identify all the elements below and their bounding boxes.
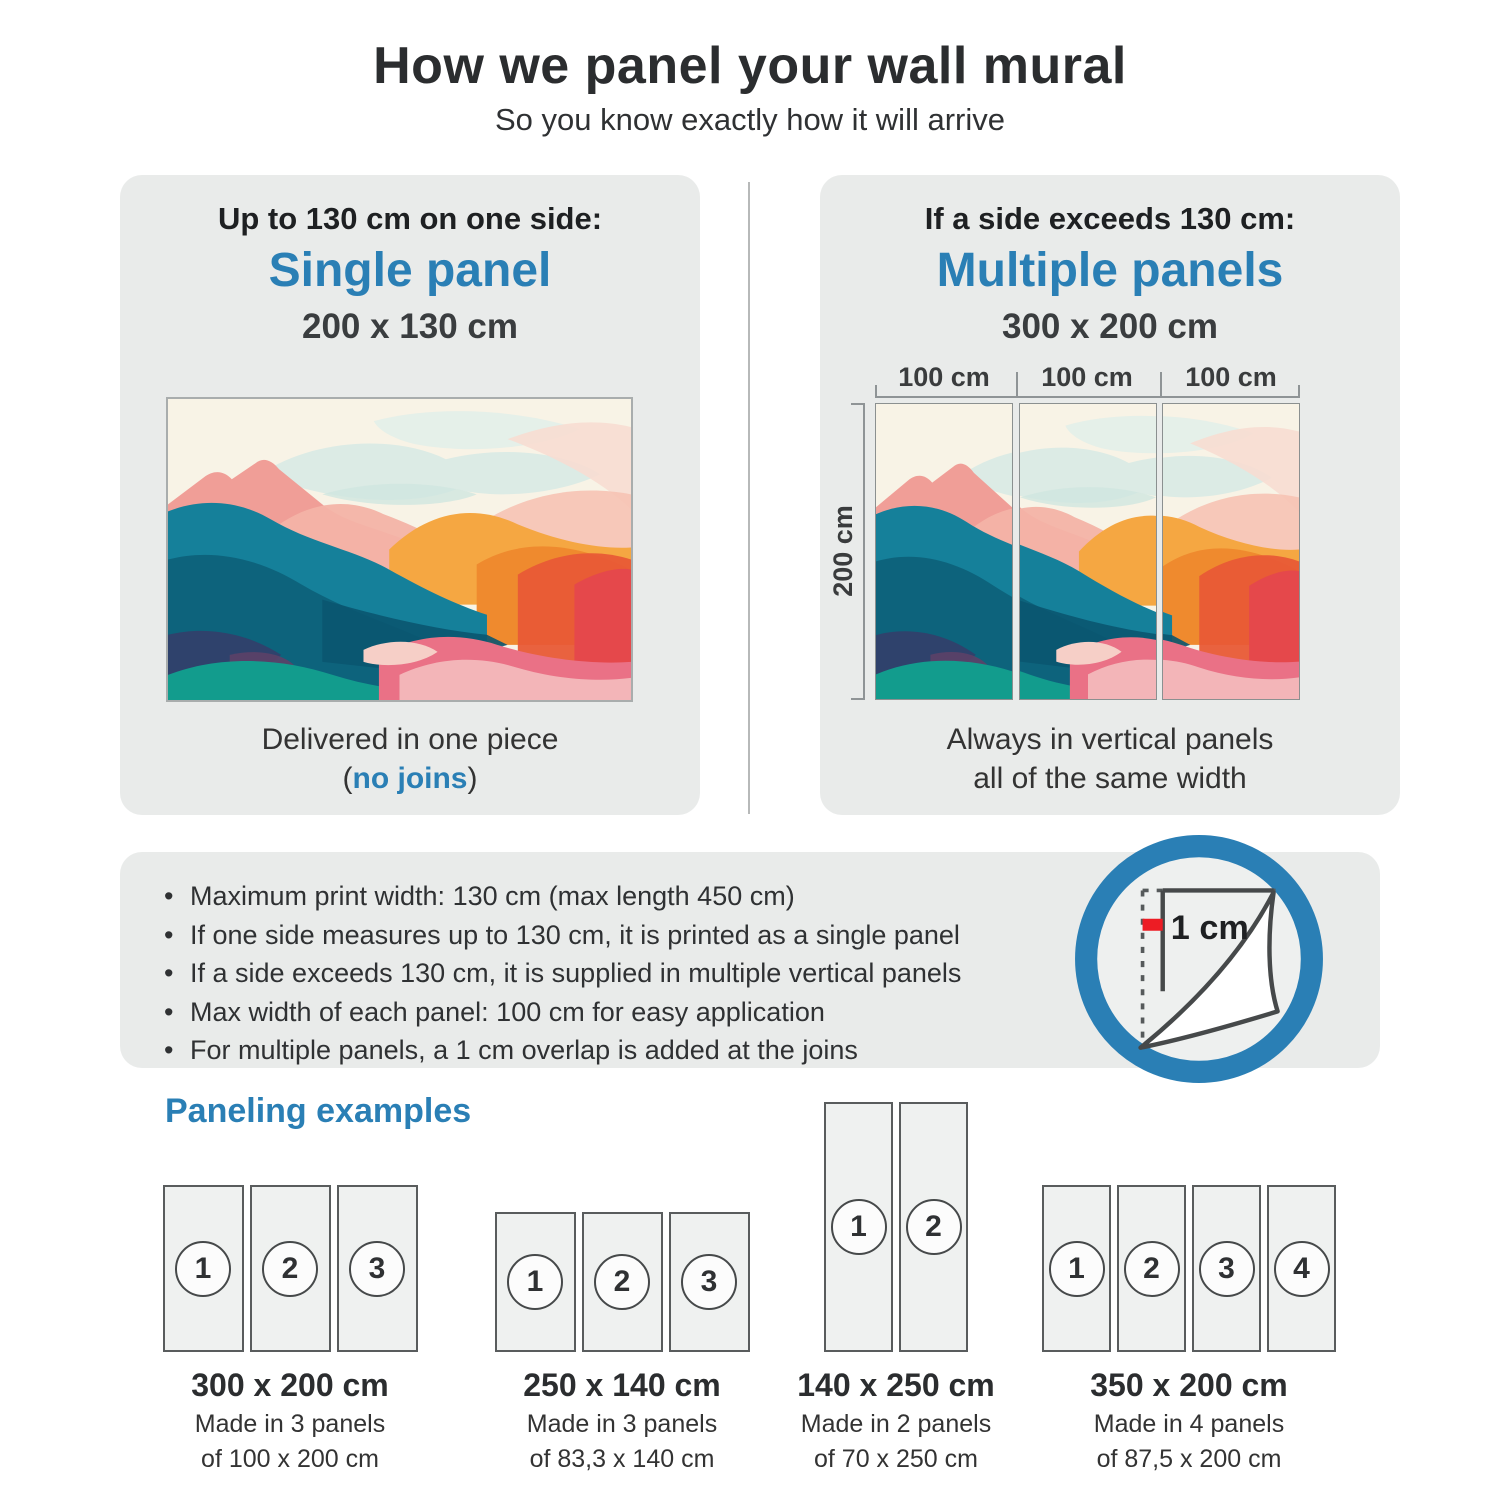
example-2-line1: Made in 3 panels (526, 1410, 718, 1438)
left-dimension-line (863, 403, 865, 700)
single-panel-note-line2: (no joins) (342, 762, 478, 795)
multiple-panels-size: 300 x 200 cm (1001, 307, 1218, 346)
example-1-panels (120, 1090, 460, 1352)
mural-panel-2 (1019, 403, 1157, 700)
spec-item-4: • Max width of each panel: 100 cm for easy application (160, 993, 1080, 1032)
example-4-line2: of 87,5 x 200 cm (1096, 1445, 1282, 1473)
width-label-2: 100 cm (1041, 362, 1133, 392)
example-2-line2: of 83,3 x 140 cm (529, 1445, 715, 1473)
panel-number: 1 (175, 1241, 231, 1297)
no-joins-text: no joins (352, 762, 468, 795)
top-tick-mid1 (1016, 372, 1018, 397)
top-tick-left (875, 385, 877, 397)
multiple-panels-note-line2: all of the same width (973, 762, 1247, 795)
examples-heading: Paneling examples (165, 1092, 472, 1130)
example-3-panels (726, 1090, 1066, 1352)
mural-slice-1 (876, 404, 1012, 699)
mural-panel-3 (1162, 403, 1300, 700)
one-cm-label: 1 cm (1170, 908, 1249, 947)
mural-slice-2 (1020, 404, 1156, 699)
panel-number: 3 (681, 1254, 737, 1310)
mural-panel-1 (875, 403, 1013, 700)
page-title: How we panel your wall mural (373, 37, 1127, 95)
example-4-size: 350 x 200 cm (1090, 1367, 1288, 1403)
width-label-1: 100 cm (898, 362, 990, 392)
panel-number: 1 (1049, 1241, 1105, 1297)
height-label: 200 cm (828, 505, 858, 597)
panel (824, 1102, 893, 1352)
width-label-3: 100 cm (1185, 362, 1277, 392)
example-1-line1: Made in 3 panels (194, 1410, 386, 1438)
panel-number: 2 (594, 1254, 650, 1310)
example-2-size: 250 x 140 cm (523, 1367, 721, 1403)
overlap-icon (1070, 830, 1328, 1088)
spec-item-3: • If a side exceeds 130 cm, it is supplied in multiple vertical panels (160, 954, 1080, 993)
example-1-size: 300 x 200 cm (191, 1367, 389, 1403)
example-350x200 (1019, 1090, 1359, 1474)
panel (337, 1185, 418, 1352)
example-300x200 (120, 1090, 460, 1474)
panel (1042, 1185, 1111, 1352)
example-3-size: 140 x 250 cm (797, 1367, 995, 1403)
page-curl-icon (1070, 830, 1328, 1088)
cards-divider (748, 182, 750, 814)
panel-number: 1 (831, 1199, 887, 1255)
panel (1267, 1185, 1336, 1352)
left-tick-top (851, 403, 864, 405)
left-tick-bottom (851, 698, 864, 700)
panel (1192, 1185, 1261, 1352)
multiple-panels-note-line1: Always in vertical panels (946, 723, 1274, 756)
multiple-panels-condition: If a side exceeds 130 cm: (924, 201, 1296, 236)
panel (899, 1102, 968, 1352)
panel-number: 2 (1124, 1241, 1180, 1297)
multiple-panels-card (820, 175, 1400, 815)
mural-artwork (168, 399, 631, 700)
top-tick-mid2 (1160, 372, 1162, 397)
example-140x250 (726, 1090, 1066, 1474)
spec-item-2: • If one side measures up to 130 cm, it is printed as a single panel (160, 916, 1080, 955)
panels-diagram (820, 360, 1380, 705)
mural-slice-3 (1163, 404, 1299, 699)
panel (582, 1212, 663, 1352)
spec-item-5: • For multiple panels, a 1 cm overlap is added at the joins (160, 1031, 1080, 1070)
spec-item-1: • Maximum print width: 130 cm (max length 450 cm) (160, 877, 1080, 916)
panel (495, 1212, 576, 1352)
panel-number: 3 (1199, 1241, 1255, 1297)
example-1-line2: of 100 x 200 cm (201, 1445, 379, 1473)
example-4-line1: Made in 4 panels (1093, 1410, 1285, 1438)
single-panel-heading: Single panel (268, 244, 552, 297)
top-tick-right (1298, 385, 1300, 397)
panel-number: 3 (349, 1241, 405, 1297)
multiple-panels-note (820, 720, 1400, 798)
panel-number: 2 (906, 1199, 962, 1255)
mural-panels (875, 403, 1300, 700)
panel-number: 1 (507, 1254, 563, 1310)
single-panel-size: 200 x 130 cm (301, 307, 518, 346)
multiple-panels-heading: Multiple panels (936, 244, 1284, 297)
single-panel-note-line1: Delivered in one piece (261, 723, 559, 756)
panel (163, 1185, 244, 1352)
page-subtitle: So you know exactly how it will arrive (495, 102, 1005, 137)
top-dimension-line (875, 396, 1300, 398)
example-3-line2: of 70 x 250 cm (814, 1445, 978, 1473)
panel-number: 2 (262, 1241, 318, 1297)
single-panel-note (120, 720, 700, 798)
panel-number: 4 (1274, 1241, 1330, 1297)
panel (250, 1185, 331, 1352)
single-panel-condition: Up to 130 cm on one side: (217, 201, 603, 236)
single-panel-mural (166, 397, 633, 702)
panel (1117, 1185, 1186, 1352)
example-3-line1: Made in 2 panels (800, 1410, 992, 1438)
example-4-panels (1019, 1090, 1359, 1352)
single-panel-card (120, 175, 700, 815)
